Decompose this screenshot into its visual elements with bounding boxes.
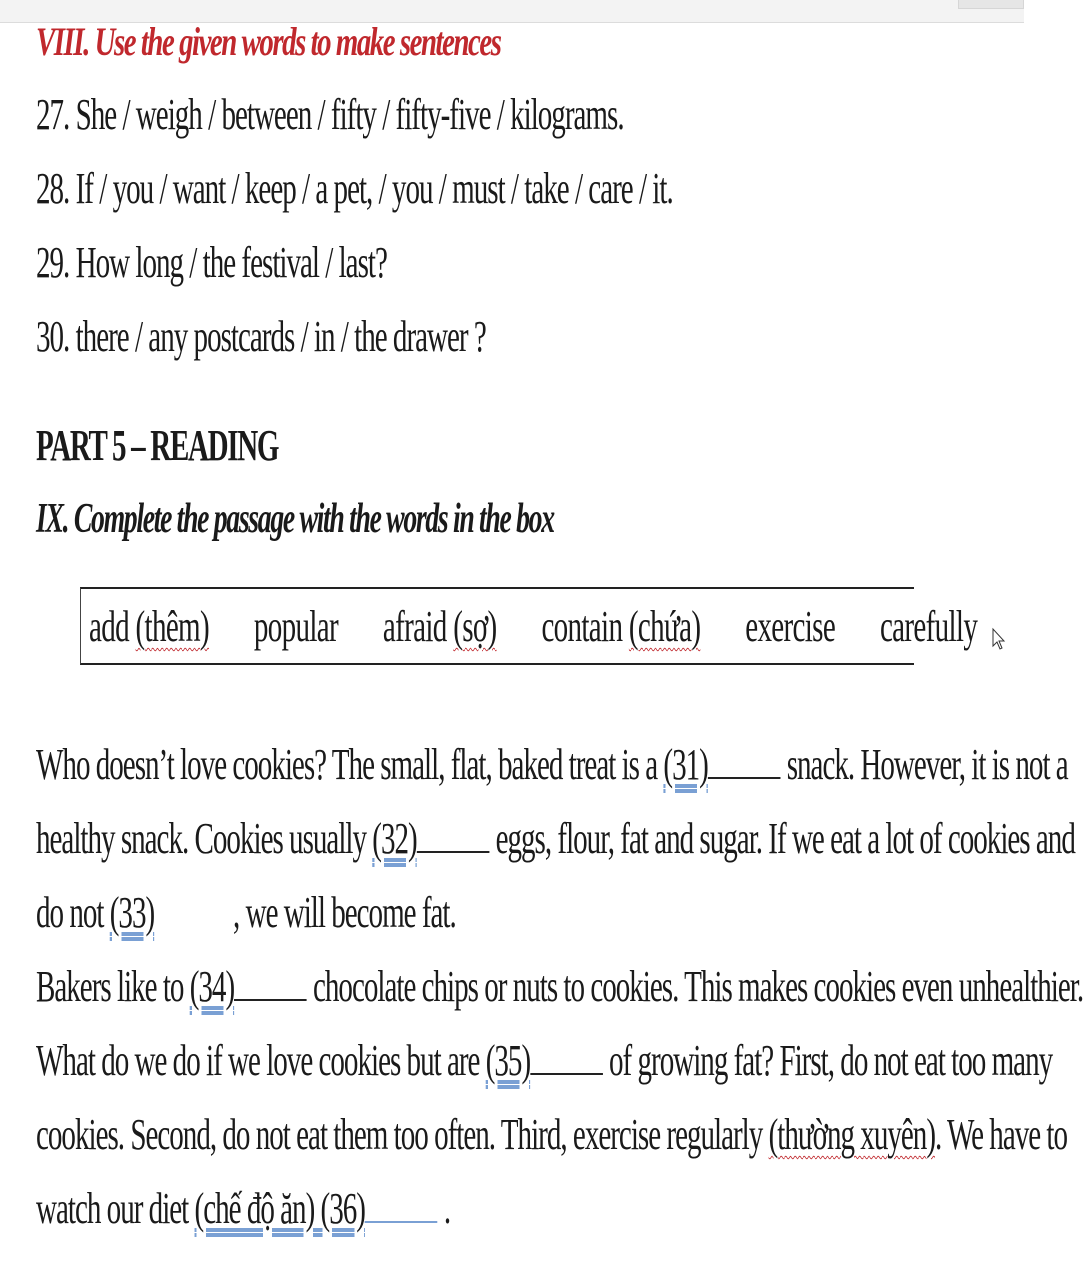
blank-number-32: (32)	[372, 814, 417, 863]
word-box-item	[745, 602, 835, 651]
passage-text: watch our diet	[36, 1184, 195, 1233]
passage-line	[36, 888, 680, 938]
word-box	[80, 587, 978, 665]
passage-text: What do we do if we love cookies but are	[36, 1036, 486, 1085]
section-8-heading: VIII. Use the given words to make sentences	[36, 19, 501, 64]
blank-number-34: (34)	[189, 962, 235, 1011]
sentence-28: 28. If / you / want / keep / a pet, / you / must / take / care / it.	[36, 164, 673, 213]
blank-number-33: (33)	[109, 888, 155, 937]
passage-text: chocolate chips or nuts to cookies. This makes cookies even unhealthier.	[306, 962, 1083, 1011]
answer-blank-33[interactable]	[154, 924, 227, 927]
passage-line	[36, 1184, 680, 1234]
word-contain: contain	[541, 602, 623, 651]
passage-text: snack. However, it is not a	[780, 740, 1068, 789]
answer-blank-31[interactable]	[708, 776, 781, 779]
word-box-item	[541, 602, 700, 651]
sentence-30: 30. there / any postcards / in / the drawer ?	[36, 312, 486, 361]
word-carefully: carefully	[879, 602, 978, 651]
passage-line	[36, 814, 1075, 864]
mouse-pointer-icon	[992, 628, 1006, 650]
passage-text: Bakers like to	[36, 962, 190, 1011]
answer-blank-35[interactable]	[530, 1072, 603, 1075]
part-5-title: PART 5 – READING	[36, 421, 279, 470]
word-box-item	[880, 602, 977, 651]
word-box-item	[89, 602, 209, 651]
passage-text: . We have to	[935, 1110, 1068, 1159]
exercise-9-title: IX. Complete the passage with the words in the box	[36, 496, 554, 542]
blank-number-31: (31)	[663, 740, 708, 789]
answer-blank-32[interactable]	[417, 850, 490, 853]
word-box-item	[383, 602, 497, 651]
word-add: add	[89, 602, 129, 651]
document-page	[36, 18, 1011, 544]
gloss-regularly: (thường xuyên)	[768, 1110, 936, 1159]
answer-blank-34[interactable]	[234, 998, 307, 1001]
gloss-add: (thêm)	[135, 602, 210, 651]
passage-line	[36, 740, 1068, 790]
passage-line	[36, 1036, 1053, 1086]
passage-text: of growing fat? First, do not eat too many	[602, 1036, 1053, 1085]
passage-text: .	[437, 1184, 451, 1233]
sentence-29: 29. How long / the festival / last?	[36, 238, 387, 287]
answer-blank-36[interactable]	[365, 1220, 438, 1223]
word-afraid: afraid	[382, 602, 447, 651]
sentence-27: 27. She / weigh / between / fifty / fifty-five / kilograms.	[36, 90, 624, 139]
gloss-afraid: (sợ)	[453, 602, 497, 651]
passage-text: Who doesn’t love cookies? The small, flat, baked treat is a	[36, 740, 664, 789]
passage-text: eggs, flour, fat and sugar. If we eat a lot of cookies and	[489, 814, 1075, 863]
reading-passage	[36, 740, 1083, 1234]
blank-number-35: (35)	[485, 1036, 531, 1085]
passage-line	[36, 962, 1083, 1012]
top-scrollbar-thumb[interactable]	[958, 0, 1024, 9]
passage-text: healthy snack. Cookies usually	[36, 814, 373, 863]
word-exercise: exercise	[745, 602, 836, 651]
passage-text: cookies. Second, do not eat them too often. Third, exercise regularly	[36, 1110, 769, 1159]
word-box-item	[254, 602, 338, 651]
word-box-words	[89, 603, 1015, 651]
passage-text: , we will become fat.	[226, 888, 456, 937]
blank-number-36: (chế độ ăn) (36)	[194, 1184, 365, 1233]
passage-line	[36, 1110, 1068, 1160]
word-popular: popular	[253, 602, 338, 651]
passage-text: do not	[36, 888, 110, 937]
gloss-contain: (chứa)	[628, 602, 701, 651]
